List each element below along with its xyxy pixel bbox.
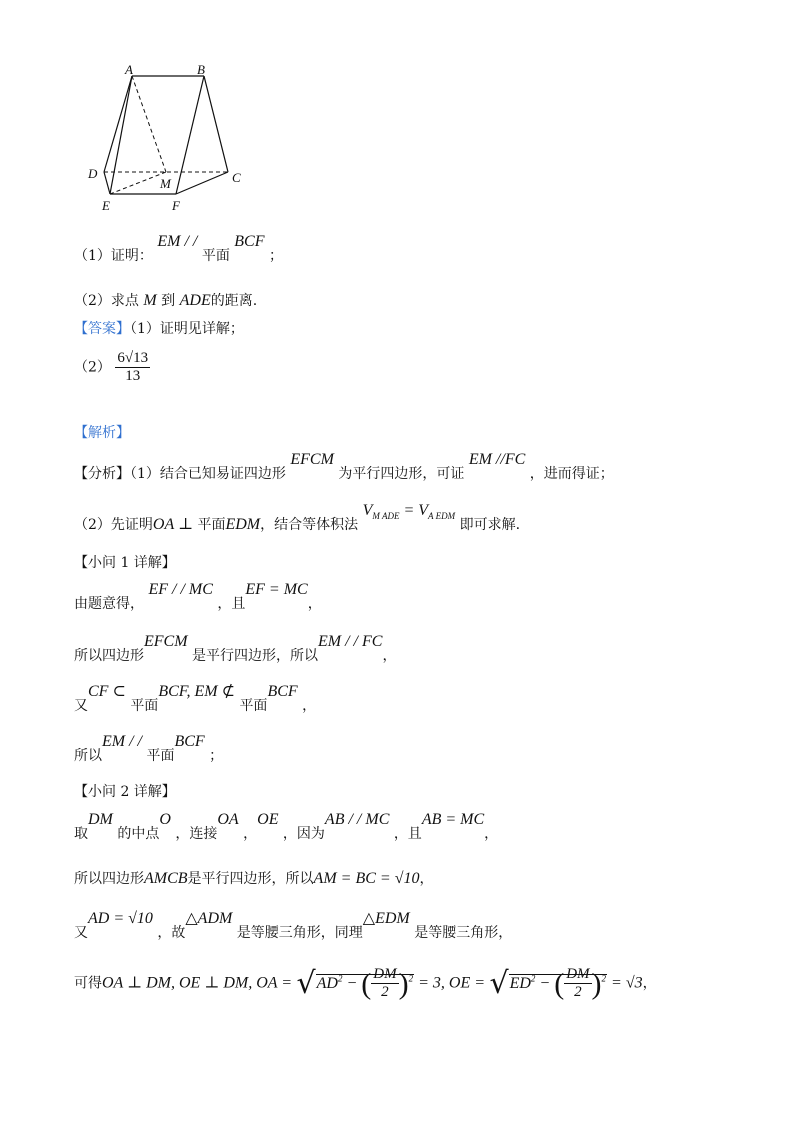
s2l4-sq2: 2 — [408, 973, 414, 984]
label-m: M — [160, 176, 171, 191]
s2l2-p2: 是平行四边形，所以 — [187, 871, 314, 887]
s2l4-minus1: − — [342, 974, 362, 992]
s2l1-oa: OA — [217, 811, 239, 828]
q1-end: ； — [268, 248, 283, 264]
sqrt-body-2: $ED^2$ − ( $\frac{DM}{2}$ )$^2$ — [509, 966, 607, 1001]
q1-prefix: （1）证明： — [74, 248, 153, 264]
s2l2-quad: AMCB — [144, 870, 188, 887]
vol-sub1: M ADE — [372, 511, 400, 522]
s1l3-p2: ， — [302, 698, 317, 714]
answer2-numerator: 6√13 — [117, 350, 149, 366]
s2l1-r2: AB = MC — [421, 811, 485, 828]
s1l3-plane2: 平面 — [239, 698, 268, 714]
label-b: B — [197, 62, 205, 77]
fenxi-p2: 为平行四边形，可证 — [338, 466, 465, 482]
s2l4-sq4: 2 — [601, 973, 607, 984]
geometry-figure — [80, 60, 260, 220]
fenxi-rel: EM //FC — [468, 451, 526, 468]
s1l1-p2: ，且 — [217, 596, 246, 612]
s1-line-3 — [74, 683, 317, 715]
s2l3-rel: AD = √10 — [88, 910, 153, 927]
frac-dm-2a — [371, 966, 398, 1001]
answer2-prefix: （2） — [74, 359, 111, 376]
s1-line-2 — [74, 633, 397, 665]
s2l1-o: O — [159, 811, 171, 828]
sub-question-1-tag: 【小问 1 详解】 — [74, 555, 176, 571]
s2l3-p3: 是等腰三角形，同理 — [236, 925, 363, 941]
s2l4-eq2: = √3 — [607, 974, 643, 992]
s1l3-p1: 又 — [74, 698, 88, 714]
fenxi-tag: 【分析】 — [74, 466, 130, 482]
sqrt-symbol-1: √ — [296, 966, 316, 1001]
s2l3-p1: 又 — [74, 925, 88, 941]
answer-line — [74, 318, 244, 338]
s1-line-4 — [74, 733, 224, 765]
s2l1-p2: 的中点 — [117, 826, 160, 842]
s1l3-r3: BCF — [267, 683, 298, 700]
question-2 — [74, 290, 257, 310]
fenxi2-p3: 即可求解. — [459, 517, 521, 533]
s2-line-4 — [74, 966, 657, 1001]
answer-text: （1）证明见详解； — [130, 321, 244, 337]
label-c: C — [232, 170, 241, 185]
label-d: D — [88, 166, 98, 181]
s2l2-p1: 所以四边形 — [74, 871, 144, 887]
s2l1-r1: AB / / MC — [324, 811, 390, 828]
analysis-tag: 【解析】 — [74, 425, 130, 441]
q2-end: 的距离. — [210, 293, 258, 309]
sqrt-body-1: $AD^2$ − ( $\frac{DM}{2}$ )$^2$ — [316, 966, 414, 1001]
s2l1-p5: ，因为 — [282, 826, 325, 842]
s1-line-1 — [74, 581, 322, 613]
s1l4-plane: 平面 — [146, 748, 175, 764]
fenxi2-p1: （2）先证明 — [74, 517, 153, 533]
answer2-fraction — [115, 350, 150, 385]
s2l2-p3: ， — [419, 871, 434, 887]
s2l4-sq1: 2 — [337, 973, 343, 984]
q2-object: ADE — [179, 292, 211, 309]
s2l3-p4: 是等腰三角形， — [414, 925, 513, 941]
s2-line-2 — [74, 868, 433, 888]
fenxi-quad: EFCM — [290, 451, 334, 468]
s1l1-p1: 由题意得， — [74, 596, 144, 612]
s2l1-oe: OE — [257, 811, 279, 828]
label-f: F — [172, 198, 180, 213]
fenxi-p1: （1）结合已知易证四边形 — [130, 466, 286, 482]
s2l4-sq3: 2 — [530, 973, 536, 984]
s2l1-dm: DM — [88, 811, 113, 828]
s1l1-r2: EF = MC — [245, 581, 308, 598]
label-e: E — [102, 198, 110, 213]
s2l1-p1: 取 — [74, 826, 88, 842]
s1l1-r1: EF / / MC — [148, 581, 213, 598]
frac-dm-2b — [564, 966, 591, 1001]
s1l4-rel: EM / / — [102, 733, 142, 750]
q2-mid: 到 — [161, 293, 176, 309]
frac-num-1: DM — [373, 966, 397, 983]
s2l1-p4: ， — [243, 826, 258, 842]
frac-den-1: 2 — [381, 984, 389, 1001]
s2l4-p1: 可得 — [74, 975, 102, 992]
sqrt-symbol-2: √ — [489, 966, 509, 1001]
s1l4-p1: 所以 — [74, 748, 102, 764]
frac-num-2: DM — [566, 966, 590, 983]
answer-tag: 【答案】 — [74, 321, 130, 337]
s2l4-p2: ， — [642, 975, 657, 992]
fenxi2-p2: ，结合等体积法 — [260, 517, 359, 533]
frac-den-2: 2 — [574, 984, 582, 1001]
s2l1-p3: ，连接 — [175, 826, 218, 842]
q1-plane: 平面 — [201, 248, 230, 264]
s1l4-r2: BCF — [174, 733, 205, 750]
s2l4-eq1: = 3, OE = — [414, 974, 486, 992]
s1l4-p2: ； — [209, 748, 224, 764]
s1l3-r1: CF ⊂ — [88, 683, 126, 700]
fenxi-line-2 — [74, 502, 521, 535]
s2l3-tri2: △EDM — [362, 910, 410, 927]
q1-target: BCF — [234, 233, 265, 250]
s2-line-1 — [74, 811, 499, 843]
fenxi-line-1 — [74, 451, 614, 483]
s1l2-p2: 是平行四边形，所以 — [192, 648, 318, 664]
fenxi2-object: EDM — [225, 516, 261, 533]
answer2-denominator: 13 — [125, 368, 141, 384]
s2l2-rel: AM = BC = √10 — [313, 870, 420, 887]
s2l4-rel: OA ⊥ DM, OE ⊥ DM, OA = — [102, 974, 293, 992]
s2-line-3 — [74, 910, 513, 942]
s2l3-tri1: △ADM — [185, 910, 233, 927]
s1l1-p3: ， — [307, 596, 322, 612]
q2-prefix: （2）求点 — [74, 293, 139, 309]
s2l4-ed: ED — [509, 974, 531, 992]
fenxi2-rel: OA ⊥ — [152, 516, 194, 533]
s2l1-p6: ，且 — [393, 826, 422, 842]
s2l4-minus2: − — [535, 974, 555, 992]
s1l2-quad: EFCM — [144, 633, 188, 650]
vol-eq: = V — [399, 502, 429, 519]
fenxi-p3: ，进而得证； — [529, 466, 614, 482]
s1l2-rel: EM / / FC — [318, 633, 383, 650]
s2l4-ad: AD — [316, 974, 338, 992]
s2l3-p2: ，故 — [157, 925, 186, 941]
s2l1-p7: ， — [484, 826, 499, 842]
answer-2-line — [74, 350, 150, 385]
label-a: A — [125, 62, 133, 77]
q2-point: M — [143, 292, 157, 309]
sub-question-2-tag: 【小问 2 详解】 — [74, 784, 176, 800]
vol-sub2: A EDM — [428, 511, 456, 522]
vol-v1: V — [362, 502, 373, 519]
s1l3-r2: BCF, EM ⊄ — [158, 683, 235, 700]
s1l2-p1: 所以四边形 — [74, 648, 144, 664]
fenxi2-plane: 平面 — [197, 517, 226, 533]
s1l3-plane: 平面 — [130, 698, 159, 714]
q1-expr: EM / / — [157, 233, 198, 250]
question-1 — [74, 233, 283, 265]
volume-equation — [362, 502, 456, 522]
s1l2-p3: ， — [382, 648, 397, 664]
